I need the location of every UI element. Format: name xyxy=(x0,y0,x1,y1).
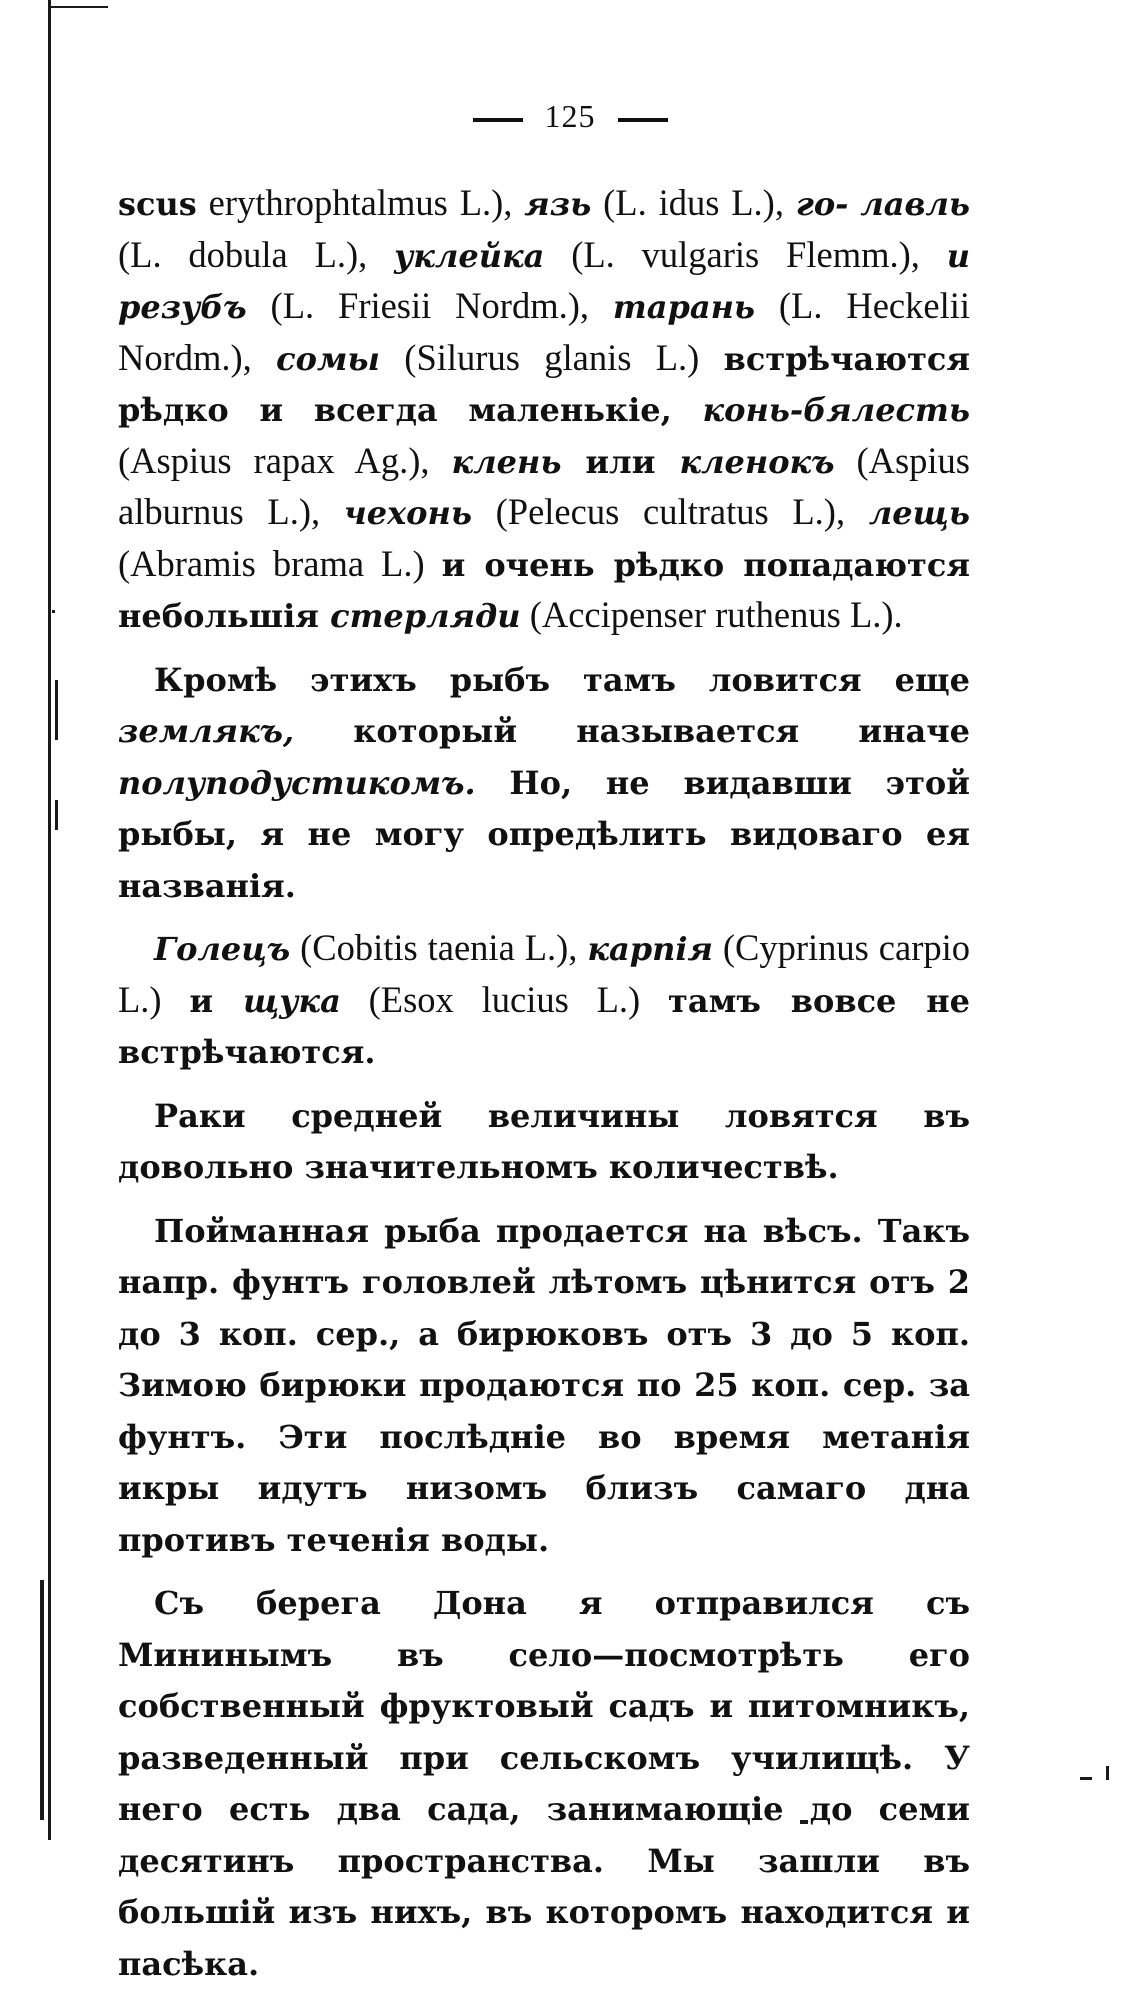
text-run: (L. Friesii Nordm.), xyxy=(246,285,613,326)
text-run xyxy=(848,182,860,223)
scan-speck xyxy=(1080,1777,1092,1780)
italic-term: клень xyxy=(451,442,562,481)
italic-term: полуподустикомъ. xyxy=(118,763,476,802)
text-run: (Accipenser ruthenus L.). xyxy=(520,594,903,635)
page-number: 125 xyxy=(544,98,596,134)
text-run: (Cobitis taenia L.), xyxy=(290,927,588,968)
text-run: и очень рѣдко попадаются небольшія xyxy=(118,545,970,635)
page-corner-mark xyxy=(48,6,108,8)
text-run: тамъ вовсе не встрѣчаются. xyxy=(118,981,971,1071)
italic-term: конь-бялесть xyxy=(702,391,970,429)
header-dash-right xyxy=(618,118,668,122)
header-dash-left xyxy=(473,118,523,122)
italic-term: щука xyxy=(242,981,341,1020)
scan-mark xyxy=(40,1580,44,1820)
italic-term: землякъ, xyxy=(118,712,295,750)
text-run: (Silurus glanis L.) xyxy=(379,336,724,378)
text-run: (L. Heckelii Nordm.), xyxy=(118,285,970,378)
paragraph xyxy=(118,1090,970,1193)
text-run: Съ берега Дона я отправился съ Мининымъ въ село—посмотрѣть его собственный фруктовый садъ и питомникъ, разведенный при сельскомъ училищѣ. У него есть два сада, занимающіе до семи десятинъ пространства. Мы зашли въ большій изъ нихъ, въ которомъ находится и пасѣка. xyxy=(118,1584,970,1983)
scan-speck xyxy=(52,610,55,613)
text-run: (L. vulgaris Flemm.), xyxy=(544,233,947,275)
italic-term: язь xyxy=(524,185,592,223)
paragraph xyxy=(118,1205,970,1566)
italic-term: уклейка xyxy=(394,236,545,275)
text-run: или xyxy=(561,442,680,481)
italic-term: чехонь xyxy=(343,494,472,532)
text-run: (Pelecus cultratus L.), xyxy=(471,491,869,532)
body-text xyxy=(118,178,970,2001)
text-run: (L. idus L.), xyxy=(591,182,796,223)
paragraph xyxy=(118,654,970,912)
italic-term: лавль xyxy=(860,185,971,223)
italic-term: лещь xyxy=(868,494,970,532)
italic-term: Голецъ xyxy=(154,930,291,968)
paragraph xyxy=(118,1577,970,1989)
text-run: встрѣчаются рѣдко и всегда маленькіе, xyxy=(118,339,971,429)
paragraph xyxy=(118,923,970,1078)
text-run: Кромѣ этихъ рыбъ тамъ ловится еще xyxy=(154,660,970,699)
text-run: erythrophtalmus L.), xyxy=(196,182,525,223)
page-header xyxy=(0,98,1140,135)
italic-term: сомы xyxy=(276,339,380,378)
scan-mark xyxy=(55,800,58,830)
italic-term: тарань xyxy=(612,288,756,326)
text-run: который называется иначе xyxy=(294,712,970,750)
text-run: (Aspius rapax Ag.), xyxy=(118,439,452,481)
italic-term: и резубъ xyxy=(118,236,970,326)
page-edge-line xyxy=(48,0,51,1840)
text-run: Раки средней величины ловятся въ довольно значительномъ количествѣ. xyxy=(118,1096,970,1186)
paragraph xyxy=(118,178,970,642)
text-run: (Cyprinus carpio L.) xyxy=(118,927,970,1020)
scan-mark xyxy=(55,680,58,740)
text-run: Пойманная рыба продается на вѣсъ. Такъ напр. фунтъ головлей лѣтомъ цѣнится отъ 2 до 3 коп. сер., а бирюковъ отъ 3 до 5 коп. Зимою бирюки продаются по 25 коп. сер. за фунтъ. Эти послѣдніе во время метанія икры идутъ низомъ близъ самаго дна противъ теченія воды. xyxy=(118,1211,970,1559)
text-run: (Esox lucius L.) xyxy=(340,978,669,1020)
text-run: и xyxy=(189,981,243,1020)
text-run: Но, не видавши этой рыбы, я не могу опредѣлить видоваго ея названія. xyxy=(118,763,970,905)
text-run: (Aspius alburnus L.), xyxy=(118,439,971,532)
italic-term: карпія xyxy=(587,930,713,968)
scan-speck xyxy=(1106,1766,1109,1780)
italic-term: стерляди xyxy=(330,597,521,635)
italic-term: го- xyxy=(795,185,849,223)
italic-term: кленокъ xyxy=(679,442,835,481)
text-run: scus xyxy=(118,185,197,223)
text-run: (Abramis brama L.) xyxy=(118,542,442,584)
text-run: (L. dobula L.), xyxy=(118,233,395,275)
